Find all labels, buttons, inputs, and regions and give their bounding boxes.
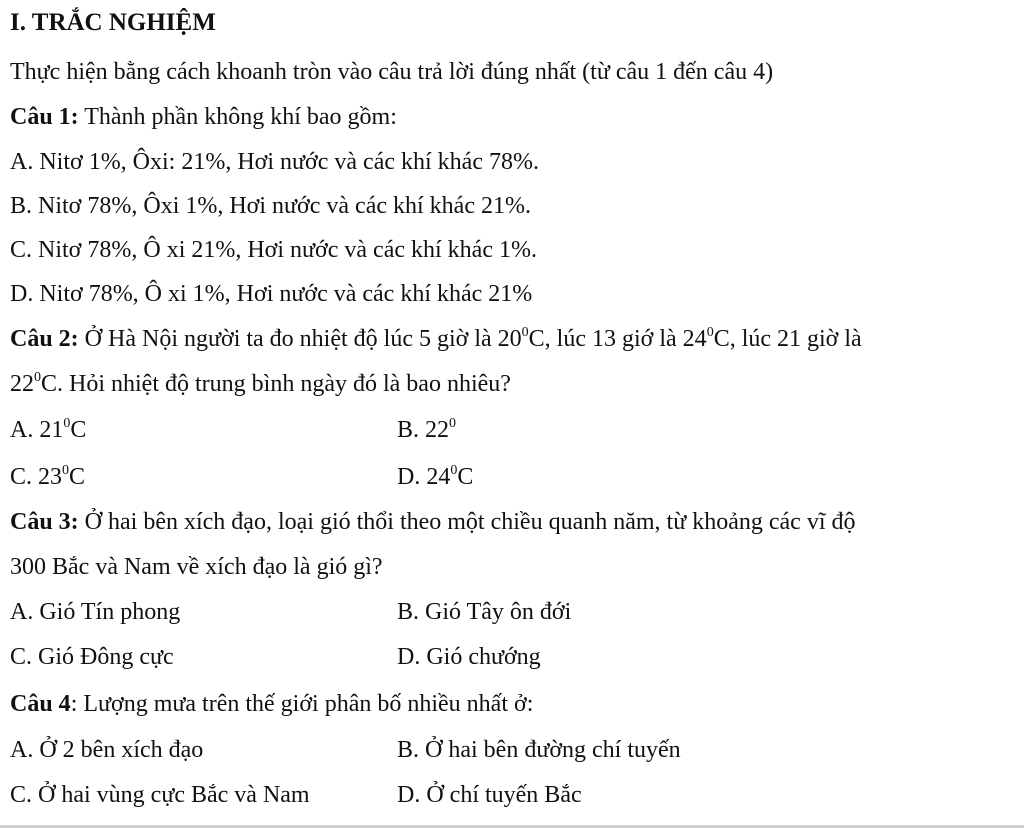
q4-option-c[interactable]: C. Ở hai vùng cực Bắc và Nam xyxy=(10,782,310,808)
question-4-label: Câu 4 xyxy=(10,691,71,717)
q4-option-b[interactable]: B. Ở hai bên đường chí tuyến xyxy=(397,737,681,763)
q2-option-d-text: D. 24 xyxy=(397,464,451,490)
question-4-text: : Lượng mưa trên thế giới phân bố nhiều nhất ở: xyxy=(70,691,534,717)
q2-option-d-unit: C xyxy=(457,464,474,490)
q2-text-2: C, lúc 13 giớ là 24 xyxy=(528,326,707,352)
question-1-text: Thành phần không khí bao gồm: xyxy=(78,104,397,130)
q1-option-c[interactable]: C. Nitơ 78%, Ô xi 21%, Hơi nước và các khí khác 1%. xyxy=(10,237,537,263)
question-3-continued: 300 Bắc và Nam về xích đạo là gió gì? xyxy=(10,554,383,580)
q2-text-4: 22 xyxy=(10,371,34,397)
q2-option-c-unit: C xyxy=(69,464,86,490)
degree-mark: 0 xyxy=(450,463,458,478)
q2-text-3: C, lúc 21 giờ là xyxy=(713,326,862,352)
q2-option-b[interactable] xyxy=(397,416,456,445)
degree-mark: 0 xyxy=(62,463,70,478)
degree-mark: 0 xyxy=(34,370,41,385)
q2-option-c-text: C. 23 xyxy=(10,464,63,490)
q4-option-a[interactable]: A. Ở 2 bên xích đạo xyxy=(10,737,204,763)
degree-mark: 0 xyxy=(63,416,71,431)
question-1 xyxy=(10,103,397,132)
question-2-continued xyxy=(10,370,511,399)
q3-option-b[interactable]: B. Gió Tây ôn đới xyxy=(397,599,572,625)
q2-option-c[interactable] xyxy=(10,463,85,492)
q2-option-b-text: B. 22 xyxy=(397,417,450,443)
section-title: I. TRẮC NGHIỆM xyxy=(10,9,216,36)
question-2 xyxy=(10,325,862,354)
q1-option-b[interactable]: B. Nitơ 78%, Ôxi 1%, Hơi nước và các khí khác 21%. xyxy=(10,193,531,219)
q4-option-d[interactable]: D. Ở chí tuyến Bắc xyxy=(397,782,582,808)
question-4 xyxy=(10,690,533,719)
q1-option-a[interactable]: A. Nitơ 1%, Ôxi: 21%, Hơi nước và các khí khác 78%. xyxy=(10,149,539,175)
q2-option-a-unit: C xyxy=(70,417,87,443)
degree-mark: 0 xyxy=(449,416,457,431)
degree-mark: 0 xyxy=(521,325,529,340)
question-2-label: Câu 2: xyxy=(10,326,79,352)
q2-option-a[interactable] xyxy=(10,416,86,445)
question-3-text: Ở hai bên xích đạo, loại gió thổi theo một chiều quanh năm, từ khoảng các vĩ độ xyxy=(78,509,856,535)
q2-option-a-text: A. 21 xyxy=(10,417,64,443)
question-1-label: Câu 1: xyxy=(10,104,79,130)
q2-text-1: Ở Hà Nội người ta đo nhiệt độ lúc 5 giờ là 20 xyxy=(78,326,522,352)
q3-option-d[interactable]: D. Gió chướng xyxy=(397,644,541,670)
q2-text-5: C. Hỏi nhiệt độ trung bình ngày đó là bao nhiêu? xyxy=(41,371,511,397)
q1-option-d[interactable]: D. Nitơ 78%, Ô xi 1%, Hơi nước và các khí khác 21% xyxy=(10,281,533,307)
q2-option-d[interactable] xyxy=(397,463,473,492)
degree-mark: 0 xyxy=(706,325,714,340)
question-3-label: Câu 3: xyxy=(10,509,79,535)
q3-option-c[interactable]: C. Gió Đông cực xyxy=(10,644,174,670)
question-3 xyxy=(10,508,856,537)
instruction-text: Thực hiện bằng cách khoanh tròn vào câu trả lời đúng nhất (từ câu 1 đến câu 4) xyxy=(10,59,774,85)
q3-option-a[interactable]: A. Gió Tín phong xyxy=(10,599,181,625)
